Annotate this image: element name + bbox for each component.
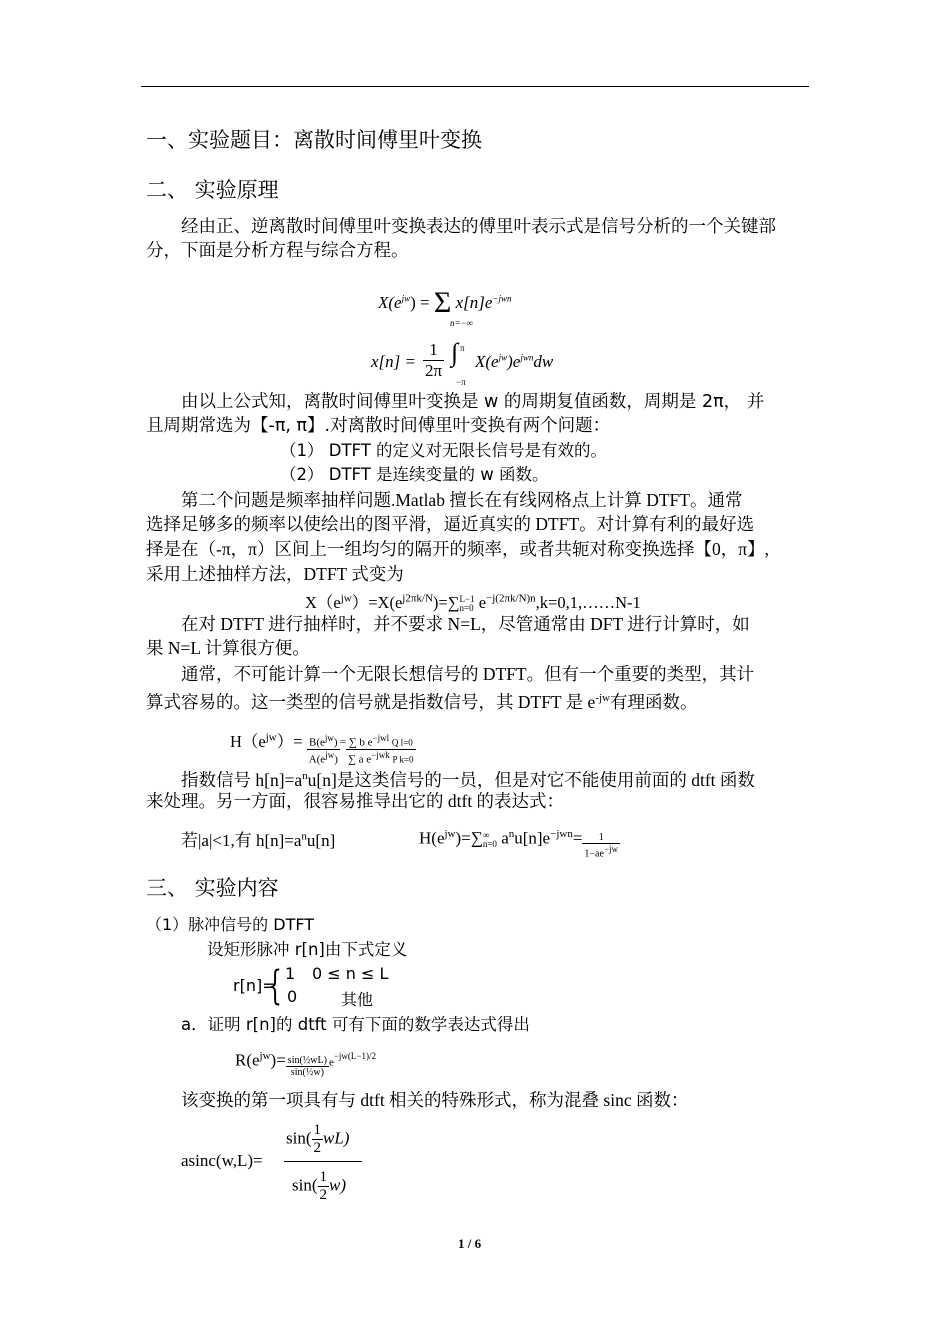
equation-synthesis-body: $X(e^{jw})e^{jwn}dw$ bbox=[475, 352, 554, 371]
equation-synthesis-lhs: x[n] = bbox=[371, 352, 416, 371]
equation-asinc-numerator: sin( $\frac{1}{2}$ wL) bbox=[286, 1122, 350, 1156]
equation-synthesis-int: ∫ bbox=[451, 338, 459, 367]
paragraph-asinc: 该变换的第一项具有与 dtft 相关的特殊形式，称为混叠 sinc 函数： bbox=[181, 1090, 689, 1110]
top-rule bbox=[141, 86, 809, 87]
equation-synthesis-frac: $\frac{1}{2\pi}$ bbox=[425, 340, 443, 380]
equation-asinc-lhs: asinc(w,L)= bbox=[181, 1151, 263, 1170]
equation-sampled-dtft: $X(e^{jw})=X(e^{j2\pi k/N})=\sum$ L−1 n=0 $e^{-j(2\pi k/N)n},k=0,1,\dots\dots N-1$ bbox=[305, 592, 641, 614]
paragraph-period-1: 由以上公式知，离散时间傅里叶变换是 w 的周期复值函数，周期是 2π， 并 bbox=[181, 392, 765, 412]
rn-case2-cond: 其他 bbox=[341, 992, 374, 1009]
paragraph-nl-2: 果 N=L 计算很方便。 bbox=[146, 638, 310, 658]
paragraph-hn-1: 指数信号 $h[n]=a^nu[n]$是这类信号的一员，但是对它不能使用前面的 dtft 函数 bbox=[181, 769, 755, 790]
paragraph-rect-def: 设矩形脉冲 r[n]由下式定义 bbox=[207, 940, 408, 959]
equation-synthesis-upper: π bbox=[460, 343, 465, 353]
paragraph-sampling-2: 选择足够多的频率以使绘出的图平滑，逼近真实的 DTFT。对计算有利的最好选 bbox=[146, 514, 755, 534]
equation-condition: 若|a|<1,有 $h[n]=a^nu[n]$ bbox=[181, 830, 336, 850]
equation-rational: $H(e^{jw})=$ $\frac{B(e^{jw})}{A(e^{jw})}$ = $\frac{\sum b e^{-jwl} Q l=0}{\sum a e^{-jwk} P k=0}$ bbox=[230, 731, 414, 766]
subheading-impulse: （1）脉冲信号的 DTFT bbox=[146, 915, 315, 934]
paragraph-intro: 经由正、逆离散时间傅里叶变换表达的傅里叶表示式是信号分析的一个关键部分，下面是分析方程与综合方程。 bbox=[146, 216, 776, 260]
paragraph-nl-1: 在对 DTFT 进行抽样时，并不要求 N=L，尽管通常由 DFT 进行计算时，如 bbox=[181, 614, 750, 634]
equation-geometric-sum: $H(e^{jw})=\sum$ ∞ n=0 $a^nu[n]e^{-jwn}=$ $\frac{1}{1-ae^{-jw}}$ bbox=[419, 827, 619, 860]
paragraph-sampling-4: 采用上述抽样方法，DTFT 式变为 bbox=[146, 564, 404, 584]
paragraph-sampling-3: 择是在（-π，π）区间上一组均匀的隔开的频率，或者共轭对称变换选择【0，π】, bbox=[146, 539, 769, 559]
paragraph-exp-2: 算式容易的。这一类型的信号就是指数信号，其 DTFT 是 $e^{-jw}$有理函数。 bbox=[146, 691, 698, 712]
page-number: 1 / 6 bbox=[458, 1236, 482, 1251]
brace-icon: { bbox=[268, 963, 282, 1009]
heading-content: 三、 实验内容 bbox=[146, 876, 279, 900]
equation-asinc-bar bbox=[284, 1161, 362, 1162]
rn-case1-cond: 0 ≤ n ≤ L bbox=[312, 964, 389, 983]
equation-analysis: $X(e^{jw}) = \Sigma$ $x[n]e^{-jwn}$ bbox=[378, 286, 512, 319]
equation-asinc-denominator: sin( $\frac{1}{2}$ w) bbox=[292, 1169, 346, 1203]
paragraph-sampling-1: 第二个问题是频率抽样问题.Matlab 擅长在有线网格点上计算 DTFT。通常 bbox=[181, 490, 743, 510]
heading-title: 一、实验题目：离散时间傅里叶变换 bbox=[146, 128, 482, 152]
list-item-1: （1） DTFT 的定义对无限长信号是有效的。 bbox=[280, 441, 608, 460]
paragraph-period-2: 且周期常选为【-π, π】.对离散时间傅里叶变换有两个问题： bbox=[146, 416, 611, 436]
equation-rect-dtft: $R(e^{jw})=$ $\frac{\text{sin(½wL)}}{\text{sin(½w)}}$ $e^{-jw(L-1)/2}$ bbox=[235, 1050, 377, 1079]
paragraph-proof-a: a．证明 r[n]的 dtft 可有下面的数学表达式得出 bbox=[181, 1015, 530, 1034]
rn-case1-value: 1 bbox=[285, 964, 296, 983]
equation-analysis-sub: n=−∞ bbox=[450, 318, 474, 328]
paragraph-hn-2: 来处理。另一方面，很容易推导出它的 dtft 的表达式： bbox=[146, 791, 565, 811]
paragraph-exp-1: 通常，不可能计算一个无限长想信号的 DTFT。但有一个重要的类型，其计 bbox=[181, 664, 755, 684]
list-item-2: （2） DTFT 是连续变量的 w 函数。 bbox=[280, 465, 549, 484]
rn-lhs: r[n]= bbox=[233, 976, 276, 995]
heading-principle: 二、 实验原理 bbox=[146, 178, 279, 202]
equation-synthesis-lower: −π bbox=[456, 377, 466, 387]
rn-case2-value: 0 bbox=[287, 987, 298, 1006]
